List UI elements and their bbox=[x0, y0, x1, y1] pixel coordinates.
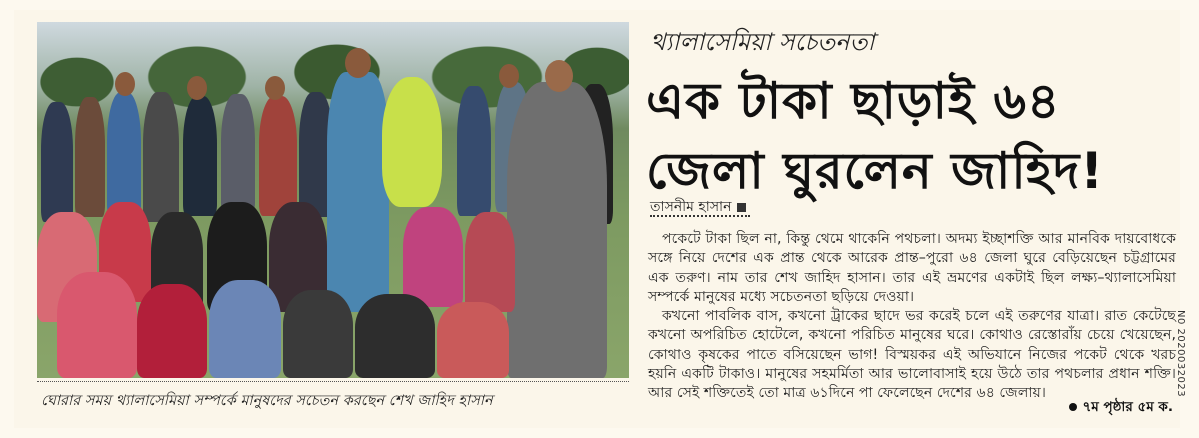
photo-person bbox=[57, 272, 137, 378]
photo-head bbox=[545, 60, 573, 92]
photo-person bbox=[221, 94, 255, 214]
photo-speaker bbox=[327, 72, 389, 312]
photo-person bbox=[143, 92, 179, 222]
photo-head bbox=[265, 76, 285, 100]
article-kicker: থ্যালাসেমিয়া সচেতনতা bbox=[650, 28, 875, 56]
photo-caption-box bbox=[37, 381, 629, 420]
photo-person bbox=[355, 294, 435, 378]
photo-person bbox=[437, 302, 509, 378]
headline-line-2: জেলা ঘুরলেন জাহিদ! bbox=[646, 142, 1105, 200]
continued-on bbox=[1069, 396, 1173, 419]
byline-author: তাসনীম হাসান bbox=[650, 199, 732, 215]
headline-line-1: এক টাকা ছাড়াই ৬৪ bbox=[646, 72, 1061, 130]
article-photo bbox=[37, 22, 629, 378]
photo-head bbox=[115, 72, 135, 96]
photo-person bbox=[41, 102, 73, 222]
photo-head bbox=[345, 48, 371, 78]
photo-person bbox=[209, 280, 281, 378]
photo-caption: ঘোরার সময় থ্যালাসেমিয়া সম্পর্কে মানুষদের সচেতন করছেন শেখ জাহিদ হাসান bbox=[41, 393, 493, 409]
article-body bbox=[648, 230, 1176, 404]
photo-person bbox=[259, 96, 297, 216]
circle-bullet-icon bbox=[1069, 403, 1077, 411]
byline-divider bbox=[650, 215, 750, 217]
photo-person bbox=[457, 86, 491, 216]
photo-person bbox=[403, 207, 463, 307]
photo-head bbox=[499, 64, 519, 88]
photo-person bbox=[183, 96, 217, 216]
continued-text: ৭ম পৃষ্ঠার ৫ম ক. bbox=[1082, 399, 1173, 415]
photo-backpack bbox=[382, 77, 442, 207]
photo-head bbox=[187, 76, 207, 100]
photo-person bbox=[465, 212, 515, 312]
photo-person bbox=[107, 92, 141, 217]
photo-person bbox=[75, 97, 105, 217]
photo-man-suit bbox=[507, 82, 607, 378]
paragraph-1: পকেটে টাকা ছিল না, কিন্তু থেমে থাকেনি পথচলা। অদম্য ইচ্ছাশক্তি আর মানবিক দায়বোধকে সঙ্গে নিয়ে দেশের এক প্রান্ত থেকে আরেক প্রান্ত–পুরো ৬৪ জেলা ঘুরে বেড়িয়েছেন চট্টগ্রামের এক তরুণ। নাম তার শেখ জাহিদ হাসান। তার এই ভ্রমণের একটাই ছিল লক্ষ্য–থ্যালাসেমিয়া সম্পর্কে মানুষের মধ্যে সচেতনতা ছড়িয়ে দেওয়া। bbox=[648, 231, 1176, 305]
side-code: N0 2020032023 bbox=[1175, 310, 1186, 398]
photo-person bbox=[137, 284, 207, 378]
paragraph-2: কখনো পাবলিক বাস, কখনো ট্রাকের ছাদে ভর করেই চলে এই তরুণের যাত্রা। রাত কেটেছে কখনো অপরিচিত হোটেলে, কখনো পরিচিত মানুষের ঘরে। কোথাও রেস্তোরাঁয় চেয়ে খেয়েছেন, কোথাও কৃষকের পাতে বসিয়েছেন ভাগ! বিস্ময়কর এই অভিযানে নিজের পকেট থেকে খরচ হয়নি একটি টাকাও। মানুষের সহমর্মিতা আর ভালোবাসাই হয়ে উঠে তার পথচলার প্রধান শক্তি। আর সেই শক্তিতেই তো মাত্র ৬১দিনে পা ফেলেছেন দেশের ৬৪ জেলায়। bbox=[648, 308, 1176, 402]
photo-person bbox=[283, 290, 353, 378]
square-bullet-icon bbox=[737, 203, 746, 212]
